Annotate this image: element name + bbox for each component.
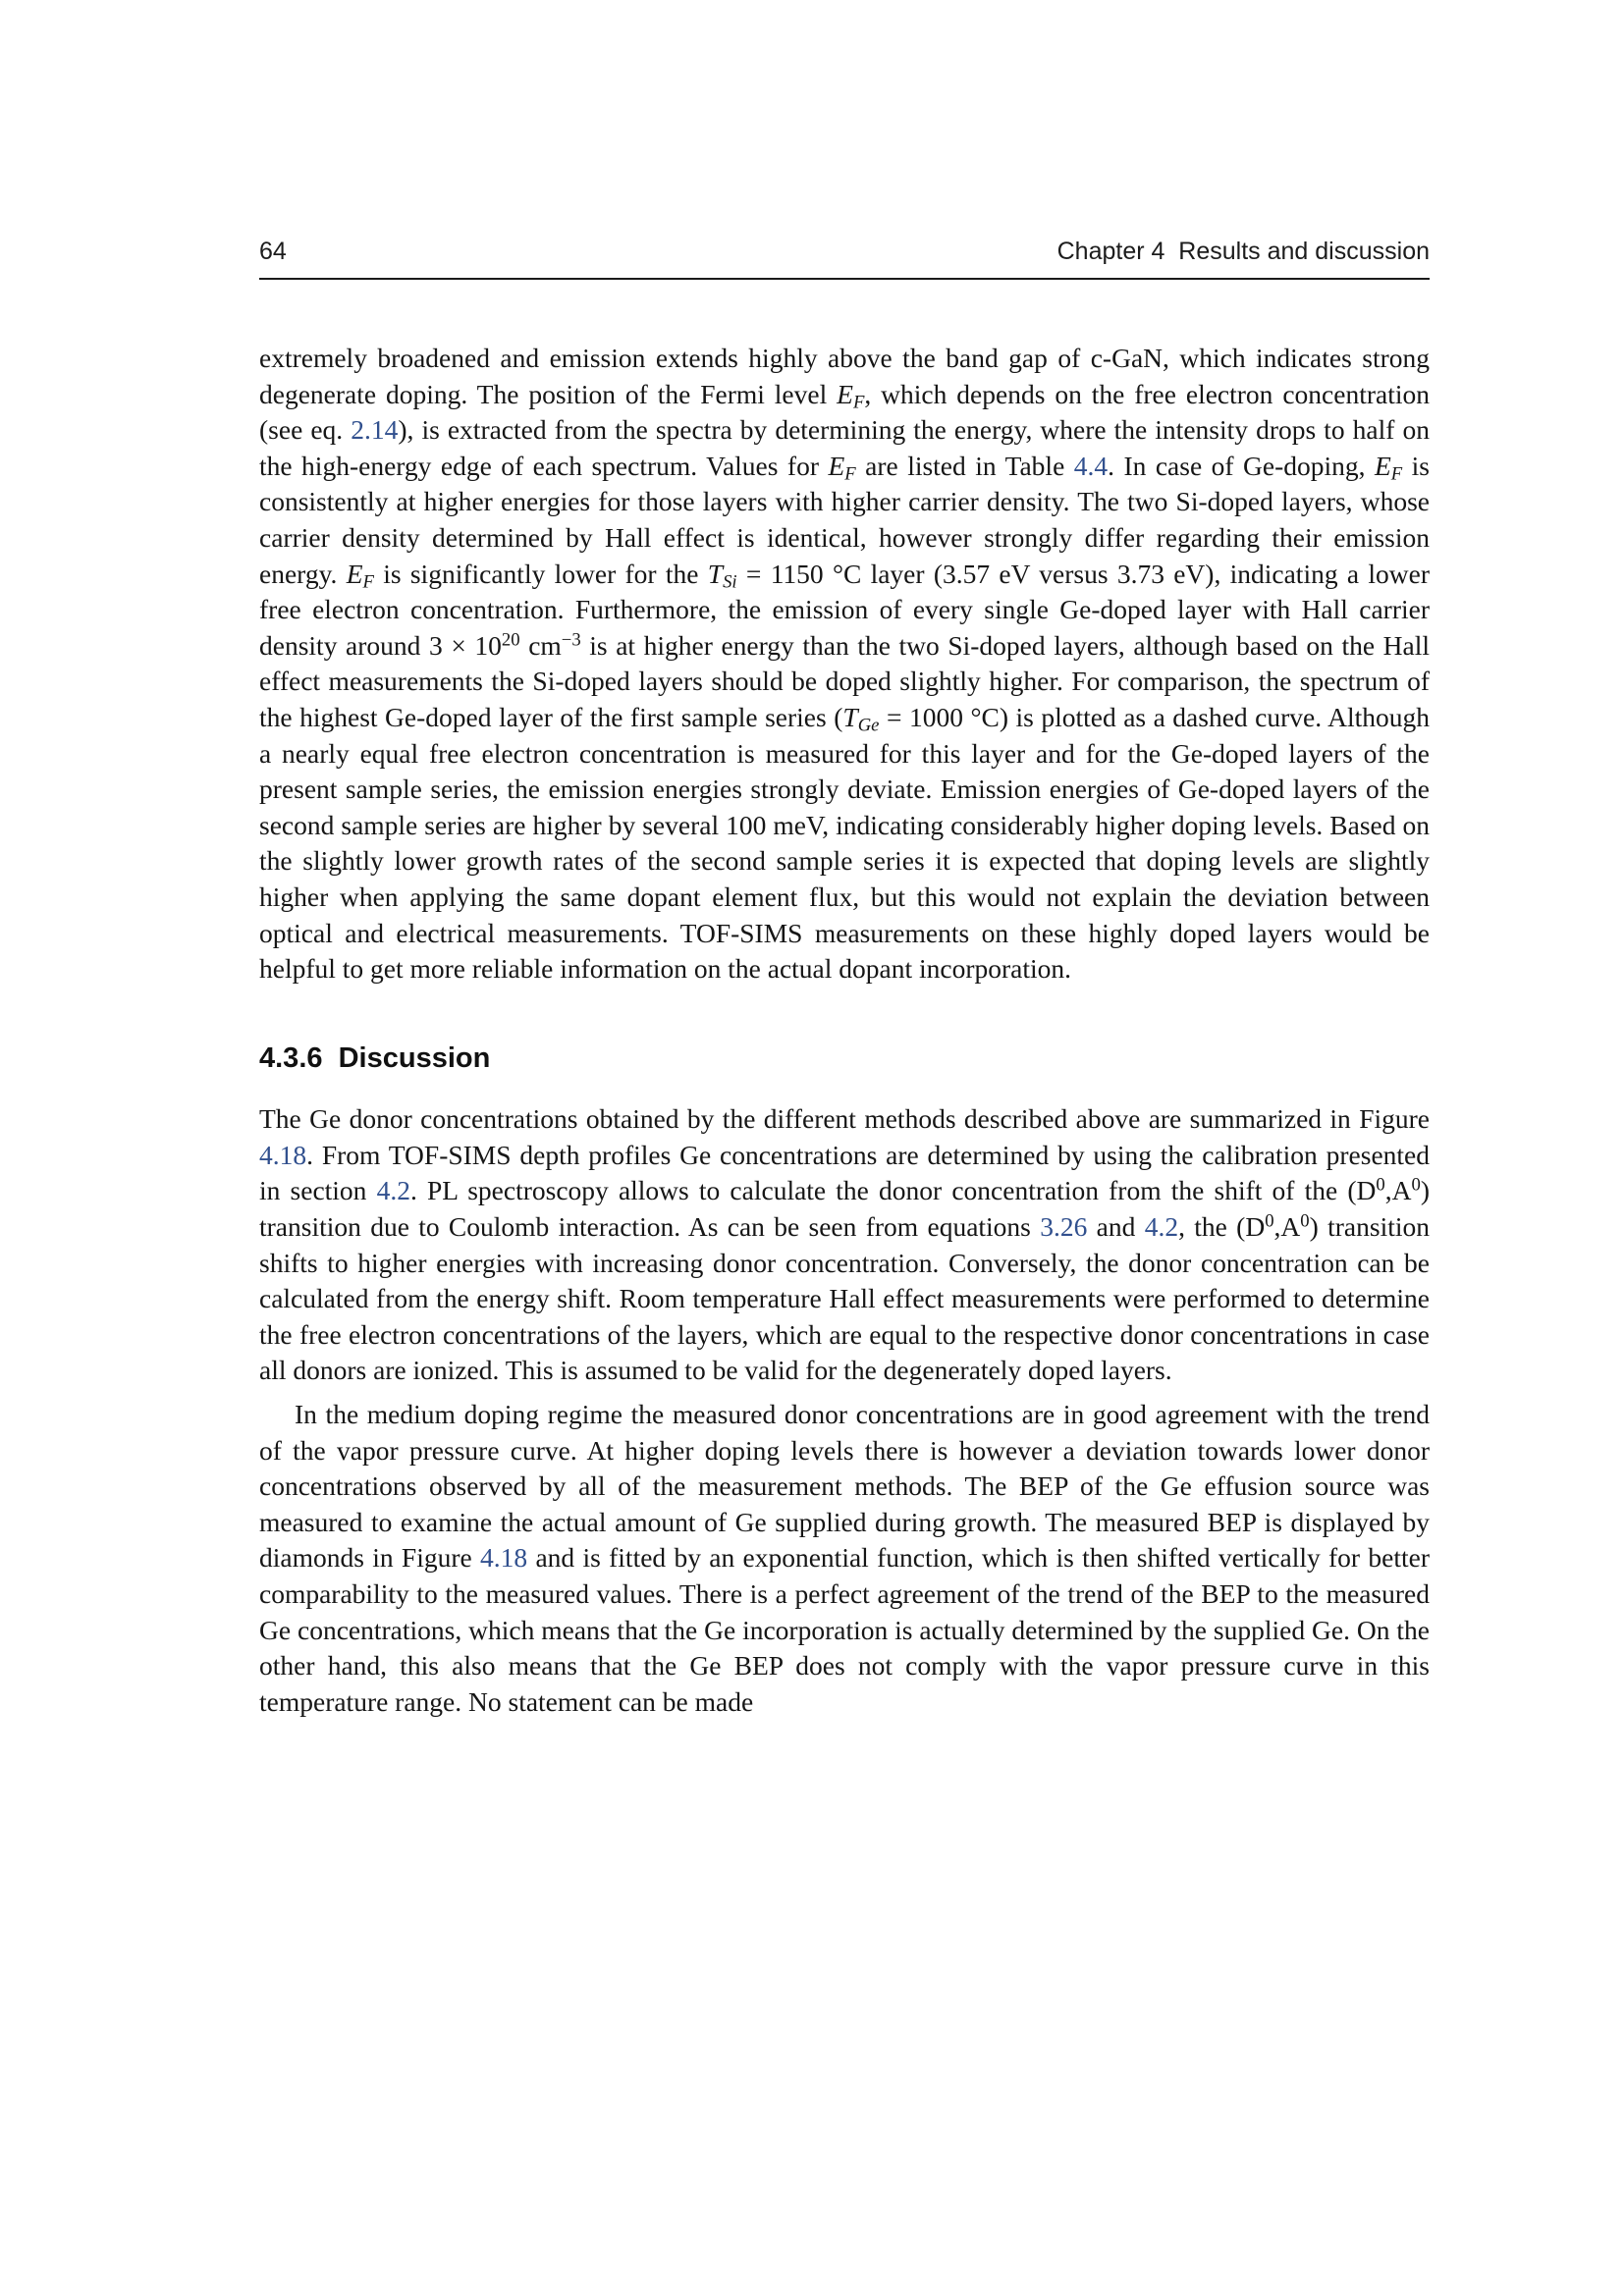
page-content — [259, 238, 1430, 1720]
math-subscript: F — [362, 571, 374, 593]
text-run: ), is extracted from the spectra by determining the energy, where the intensity drops to half on the high-energy edge of each spectrum. Values for — [259, 414, 1430, 481]
ref-link[interactable]: 4.4 — [1073, 450, 1109, 481]
text-run: ,A — [1384, 1175, 1412, 1206]
text-run: . In case of Ge-doping, — [1108, 450, 1375, 481]
text-run: ) transition due to Coulomb interaction. As can be seen from equations — [259, 1175, 1430, 1243]
math-symbol: E — [1374, 450, 1391, 481]
text-run: is at higher energy than the two Si-doped layers, although based on the Hall effect measurements the Si-doped layers should be doped slightly higher. For comparison, the spectrum of the highest Ge-doped layer of the first sample series ( — [259, 629, 1430, 732]
text-run: , the (D — [1178, 1211, 1266, 1243]
math-subscript: Si — [723, 571, 737, 593]
text-run: cm — [519, 629, 562, 661]
superscript: 0 — [1265, 1210, 1274, 1232]
chapter-header: Chapter 4 Results and discussion — [1056, 238, 1430, 265]
text-run: is consistently at higher energies for those layers with higher carrier density. The two Si-doped layers, whose carrier density determined by Hall effect is identical, however strongly differ regarding their emission energy. — [259, 450, 1431, 589]
math-symbol: T — [707, 558, 724, 589]
ref-link[interactable]: 2.14 — [351, 414, 399, 446]
text-run: and — [1087, 1211, 1145, 1243]
page-body — [259, 341, 1430, 1720]
superscript: −3 — [561, 629, 581, 651]
text-run: The Ge donor concentrations obtained by the different methods described above are summarized in Figure — [259, 1103, 1430, 1135]
ref-link[interactable]: 4.18 — [259, 1139, 307, 1170]
superscript: 0 — [1411, 1175, 1421, 1197]
section-heading: 4.3.6 Discussion — [259, 1041, 491, 1074]
math-symbol: E — [828, 450, 845, 481]
running-header — [259, 238, 1430, 280]
text-run: is significantly lower for the — [373, 558, 708, 589]
math-subscript: F — [852, 392, 865, 413]
text-run: , which depends on the free electron concentration (see eq. — [259, 378, 1430, 446]
math-symbol: E — [837, 378, 853, 409]
paragraph — [259, 1397, 1430, 1720]
superscript: 0 — [1300, 1210, 1310, 1232]
math-subscript: F — [1390, 463, 1403, 485]
ref-link[interactable]: 4.18 — [480, 1542, 528, 1574]
text-run: ,A — [1273, 1211, 1301, 1243]
superscript: 0 — [1376, 1175, 1385, 1197]
text-run: = 1000 °C) is plotted as a dashed curve. Although a nearly equal free electron concentration is measured for this layer and for the Ge-doped layers of the present sample series, the emission energies strongly deviate. Emission energies of Ge-doped layers of the second sample series are higher by several 100 meV, indicating considerably higher doping levels. Based on the slightly lower growth rates of the second sample series it is expected that doping levels are slightly higher when applying the same dopant element flux, but this would not explain the deviation between optical and electrical measurements. TOF-SIMS measurements on these highly doped layers would be helpful to get more reliable information on the actual dopant incorporation. — [259, 701, 1430, 985]
paragraph — [259, 341, 1430, 988]
math-symbol: E — [346, 558, 363, 589]
page-number: 64 — [259, 238, 287, 265]
text-run: . PL spectroscopy allows to calculate the donor concentration from the shift of the (D — [409, 1175, 1377, 1206]
paragraph — [259, 1101, 1430, 1389]
ref-link[interactable]: 4.2 — [376, 1175, 410, 1206]
math-subscript: Ge — [857, 715, 880, 736]
text-run: . From TOF-SIMS depth profiles Ge concentrations are determined by using the calibration presented in section — [259, 1139, 1430, 1206]
ref-link[interactable]: 3.26 — [1040, 1211, 1088, 1243]
ref-link[interactable]: 4.2 — [1144, 1211, 1179, 1243]
superscript: 20 — [501, 629, 520, 651]
text-run: and is fitted by an exponential function, which is then shifted vertically for better comparability to the measured values. There is a perfect agreement of the trend of the BEP to the measured Ge concentrations, which means that the Ge incorporation is actually determined by the supplied Ge. On the other hand, this also means that the Ge BEP does not comply with the vapor pressure curve in this temperature range. No statement can be made — [259, 1542, 1430, 1717]
text-run: ) transition shifts to higher energies with increasing donor concentration. Conversely, the donor concentration can be calculated from the energy shift. Room temperature Hall effect measurements were performed to determine the free electron concentrations of the layers, which are equal to the respective donor concentrations in case all donors are ionized. This is assumed to be valid for the degenerately doped layers. — [259, 1211, 1430, 1386]
text-run: extremely broadened and emission extends highly above the band gap of c-GaN, which indicates strong degenerate doping. The position of the Fermi level — [259, 343, 1430, 409]
text-run: In the medium doping regime the measured donor concentrations are in good agreement with the trend of the vapor pressure curve. At higher doping levels there is however a deviation towards lower donor concentrations observed by all of the measurement methods. The BEP of the Ge effusion source was measured to examine the actual amount of Ge supplied during growth. The measured BEP is displayed by diamonds in Figure — [259, 1399, 1430, 1574]
text-run: = 1150 °C layer (3.57 eV versus 3.73 eV), indicating a lower free electron concentration. Furthermore, the emission of every single Ge-doped layer with Hall carrier density around 3 × 10 — [259, 558, 1430, 661]
text-run: are listed in Table — [855, 450, 1074, 481]
math-symbol: T — [842, 701, 858, 732]
math-subscript: F — [844, 463, 856, 485]
